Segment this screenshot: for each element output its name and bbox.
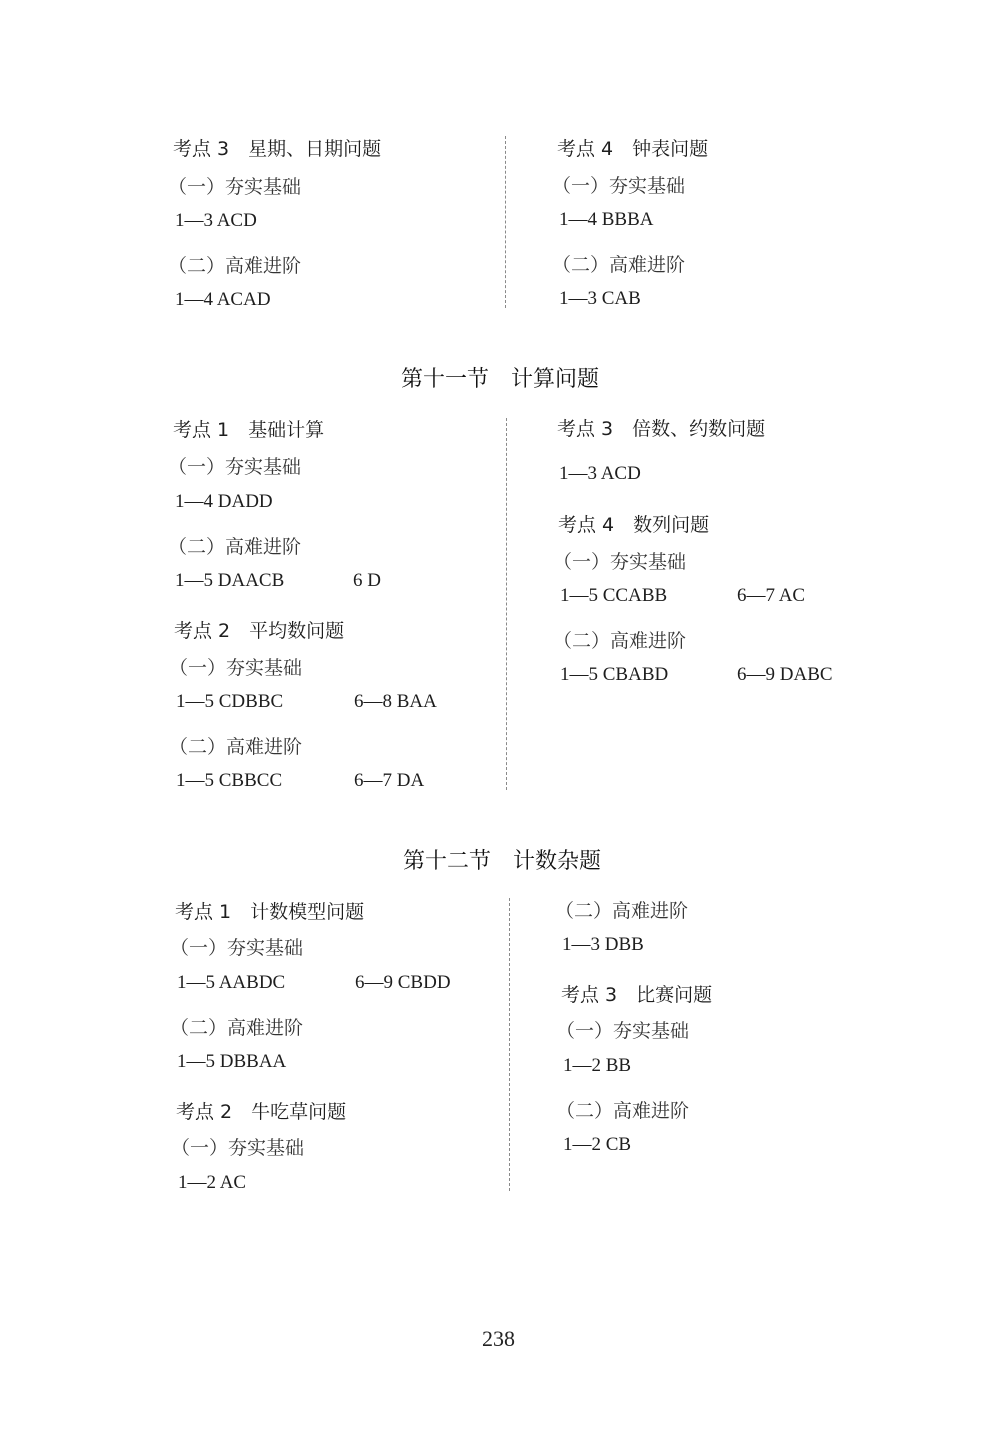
page-number: 238 xyxy=(482,1326,515,1351)
subheading: （二）高难进阶 xyxy=(169,736,303,758)
answer-line: 1—5 CCABB xyxy=(560,585,668,606)
kp-title: 考点 1 计数模型问题 xyxy=(175,901,365,923)
subheading: （二）高难进阶 xyxy=(556,1100,690,1122)
subheading: （二）高难进阶 xyxy=(168,255,302,277)
answer-line: 1—2 AC xyxy=(178,1172,247,1193)
answer-line: 6—8 BAA xyxy=(354,691,437,712)
answer-line: 1—3 CAB xyxy=(559,288,641,309)
subheading: （一）夯实基础 xyxy=(553,551,687,573)
subheading: （二）高难进阶 xyxy=(170,1017,304,1039)
kp-title: 考点 3 星期、日期问题 xyxy=(173,138,382,160)
answer-line: 6 D xyxy=(353,570,381,591)
answer-line: 1—3 ACD xyxy=(559,463,641,484)
subheading: （二）高难进阶 xyxy=(555,900,689,922)
answer-line: 1—3 ACD xyxy=(175,210,257,231)
section-title: 第十二节 计数杂题 xyxy=(403,849,602,874)
subheading: （一）夯实基础 xyxy=(171,1137,305,1159)
subheading: （二）高难进阶 xyxy=(552,254,686,276)
kp-title: 考点 2 平均数问题 xyxy=(174,620,345,642)
answer-line: 1—2 CB xyxy=(563,1134,632,1155)
section-title: 第十一节 计算问题 xyxy=(401,367,600,392)
column-divider xyxy=(509,898,510,1191)
answer-line: 1—5 DBBAA xyxy=(177,1051,287,1072)
answer-line: 1—5 CDBBC xyxy=(176,691,284,712)
subheading: （一）夯实基础 xyxy=(168,176,302,198)
kp-title: 考点 1 基础计算 xyxy=(173,419,325,441)
subheading: （一）夯实基础 xyxy=(552,175,686,197)
answer-line: 1—5 AABDC xyxy=(177,972,286,993)
subheading: （二）高难进阶 xyxy=(553,630,687,652)
answer-line: 1—5 CBBCC xyxy=(176,770,283,791)
answer-line: 6—9 DABC xyxy=(737,664,833,685)
subheading: （一）夯实基础 xyxy=(169,657,303,679)
kp-title: 考点 3 比赛问题 xyxy=(561,984,713,1006)
subheading: （一）夯实基础 xyxy=(170,937,304,959)
kp-title: 考点 4 数列问题 xyxy=(558,514,710,536)
answer-line: 1—4 BBBA xyxy=(559,209,654,230)
subheading: （二）高难进阶 xyxy=(168,536,302,558)
answer-line: 6—7 DA xyxy=(354,770,425,791)
answer-line: 6—9 CBDD xyxy=(355,972,451,993)
answer-line: 1—4 ACAD xyxy=(175,289,271,310)
answer-line: 6—7 AC xyxy=(737,585,806,606)
answer-line: 1—5 DAACB xyxy=(175,570,285,591)
answer-line: 1—2 BB xyxy=(563,1055,632,1076)
answer-line: 1—3 DBB xyxy=(562,934,644,955)
kp-title: 考点 3 倍数、约数问题 xyxy=(557,418,766,440)
column-divider xyxy=(505,136,506,308)
answer-line: 1—4 DADD xyxy=(175,491,273,512)
answer-line: 1—5 CBABD xyxy=(560,664,669,685)
kp-title: 考点 4 钟表问题 xyxy=(557,138,709,160)
subheading: （一）夯实基础 xyxy=(168,456,302,478)
kp-title: 考点 2 牛吃草问题 xyxy=(176,1101,347,1123)
column-divider xyxy=(506,418,507,790)
subheading: （一）夯实基础 xyxy=(556,1020,690,1042)
